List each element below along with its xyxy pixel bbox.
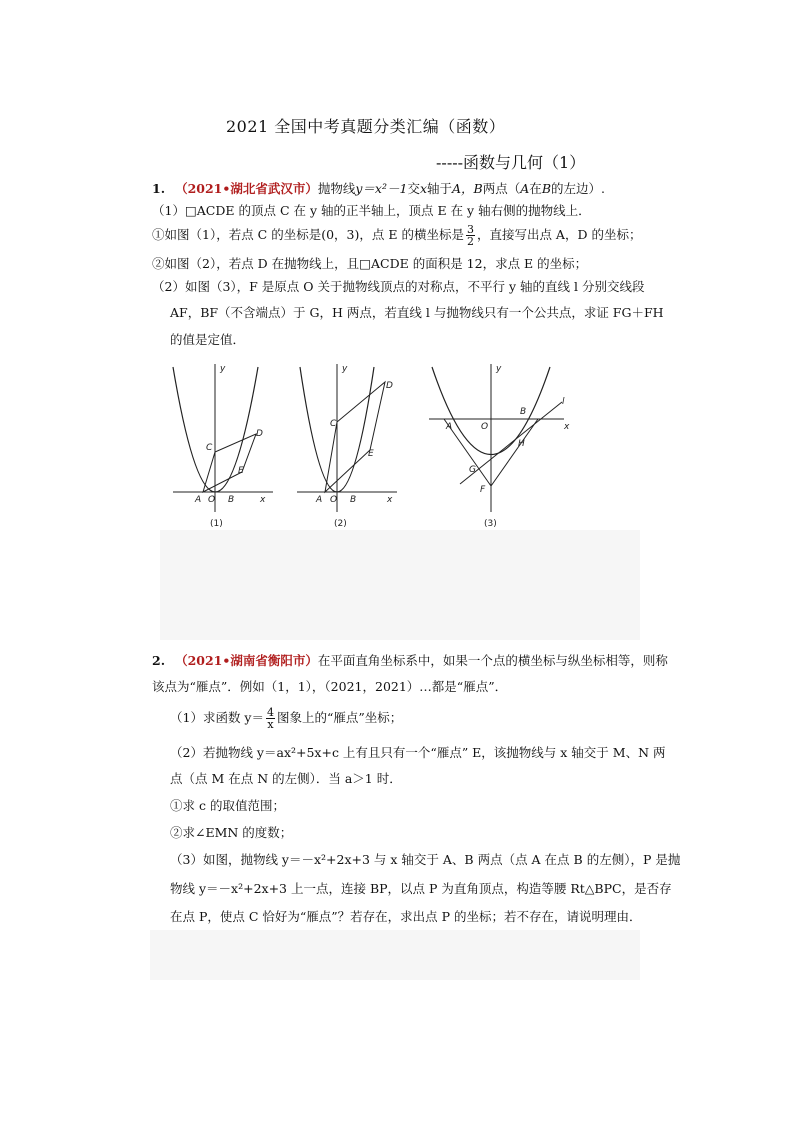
fig2-label-a: A — [316, 495, 323, 505]
scan-shade — [160, 530, 640, 640]
q1-part2-line3: 的值是定值． — [170, 332, 246, 347]
q1-equation: y＝x²－1 — [355, 181, 408, 196]
fig1-label-y: y — [220, 364, 226, 374]
q1-part1a-text: ①如图（1），若点 C 的坐标是(0，3)，点 E 的横坐标是 — [152, 227, 464, 242]
fig2-label-c: C — [330, 419, 337, 429]
fraction-numerator: 4 — [267, 706, 274, 719]
fig3-label-f: F — [480, 485, 486, 495]
q1-source: （2021•湖北省武汉市） — [175, 181, 318, 196]
fig3-label-o: O — [481, 422, 489, 432]
q1-stem-var-a: A — [520, 181, 530, 196]
fig3-label-y: y — [496, 364, 502, 374]
fraction-numerator: 3 — [466, 223, 474, 236]
q1-stem-text-f: 两点（ — [482, 181, 521, 196]
q2-part3-line3: 在点 P，使点 C 恰好为“雁点”？若存在，求出点 P 的坐标；若不存在，请说明理由． — [170, 909, 642, 924]
fig1-label-e: E — [238, 466, 244, 476]
fig2-label-b: B — [350, 495, 357, 505]
q1-part1a — [152, 224, 641, 247]
fig1-label-o: O — [208, 495, 216, 505]
fig2-label-d: D — [386, 381, 393, 391]
fraction-denominator: x — [267, 718, 274, 731]
q1-stem-text-d: 轴于 — [427, 181, 453, 196]
fig1-caption: (1) — [210, 519, 223, 529]
q2-source: （2021•湖南省衡阳市） — [175, 653, 318, 668]
q2-part2-line1: （2）若抛物线 y＝ax²+5x+c 上有且只有一个“雁点” E，该抛物线与 x 轴交于 M、N 两 — [170, 745, 666, 760]
figure-1 — [168, 362, 278, 532]
q2-part2-line2: 点（点 M 在点 N 的左侧）．当 a＞1 时． — [170, 771, 402, 786]
q1-stem-text-h: 在 — [529, 181, 542, 196]
fig2-label-y: y — [342, 364, 348, 374]
q1-stem — [152, 182, 605, 196]
q2-stem-text: 在平面直角坐标系中，如果一个点的横坐标与纵坐标相等，则称 — [317, 653, 668, 668]
fig3-label-g: G — [469, 465, 476, 475]
q1-stem-text-j: 的左边）. — [551, 181, 605, 196]
doc-title: 2021 全国中考真题分类汇编（函数） — [226, 117, 506, 136]
q1-stem-var-x: x — [419, 181, 428, 196]
fig2-caption: (2) — [334, 519, 347, 529]
q1-stem-text: 抛物线 — [317, 181, 356, 196]
q1-stem-text-b: 交 — [407, 181, 420, 196]
fig1-label-d: D — [256, 429, 263, 439]
q1-number: 1. — [152, 181, 166, 196]
fig2-label-o: O — [330, 495, 338, 505]
q2-stem-line1 — [152, 654, 668, 668]
q1-part1a-text-post: ，直接写出点 A，D 的坐标； — [476, 227, 642, 242]
fraction-3-2 — [466, 224, 475, 247]
q2-stem-line2: 该点为“雁点”．例如（1，1），（2021，2021）…都是“雁点”． — [152, 679, 508, 694]
q2-part1 — [170, 707, 402, 730]
q2-part3-line1: （3）如图，抛物线 y＝－x²+2x+3 与 x 轴交于 A、B 两点（点 A 在点 B 的左侧），P 是抛 — [170, 852, 681, 867]
fraction-denominator: 2 — [466, 235, 474, 248]
fig2-label-x: x — [387, 495, 393, 505]
fig1-label-c: C — [206, 443, 213, 453]
q2-part1-text: （1）求函数 y＝ — [170, 710, 264, 725]
fig3-label-x: x — [564, 422, 570, 432]
fig2-label-e: E — [368, 449, 374, 459]
q1-stem-var-ab: A，B — [452, 181, 483, 196]
fig3-label-b: B — [520, 407, 527, 417]
fig3-label-a: A — [446, 422, 453, 432]
q1-part2-line2: AF，BF（不含端点）于 G，H 两点，若直线 l 与抛物线只有一个公共点，求证 FG＋FH — [170, 305, 664, 320]
q2-part3-line2: 物线 y＝－x²+2x+3 上一点，连接 BP，以点 P 为直角顶点，构造等腰 Rt△BPC，是否存 — [170, 881, 672, 896]
q2-part1-text-post: 图象上的“雁点”坐标； — [277, 710, 403, 725]
scan-shade-2 — [150, 930, 640, 980]
fraction-4-x — [266, 707, 275, 730]
q2-number: 2. — [152, 653, 166, 668]
q1-part2-line1: （2）如图（3），F 是原点 O 关于抛物线顶点的对称点，不平行 y 轴的直线 l 分别交线段 — [152, 279, 645, 294]
fig3-label-l: l — [562, 397, 565, 407]
fig1-label-b: B — [228, 495, 235, 505]
q1-part1b: ②如图（2），若点 D 在抛物线上，且□ACDE 的面积是 12，求点 E 的坐标； — [152, 256, 588, 271]
fig1-label-a: A — [195, 495, 202, 505]
figure-2 — [292, 362, 402, 532]
fig3-label-h: H — [518, 439, 525, 449]
q2-part2b: ②求∠EMN 的度数； — [170, 825, 293, 840]
figure-3 — [424, 362, 574, 532]
q1-stem-var-b: B — [541, 181, 551, 196]
doc-subtitle: -----函数与几何（1） — [436, 153, 586, 172]
q1-part1: （1）□ACDE 的顶点 C 在 y 轴的正半轴上，顶点 E 在 y 轴右侧的抛物线上． — [152, 203, 591, 218]
fig3-caption: (3) — [484, 519, 497, 529]
q2-part2a: ①求 c 的取值范围； — [170, 798, 285, 813]
fig1-label-x: x — [260, 495, 266, 505]
